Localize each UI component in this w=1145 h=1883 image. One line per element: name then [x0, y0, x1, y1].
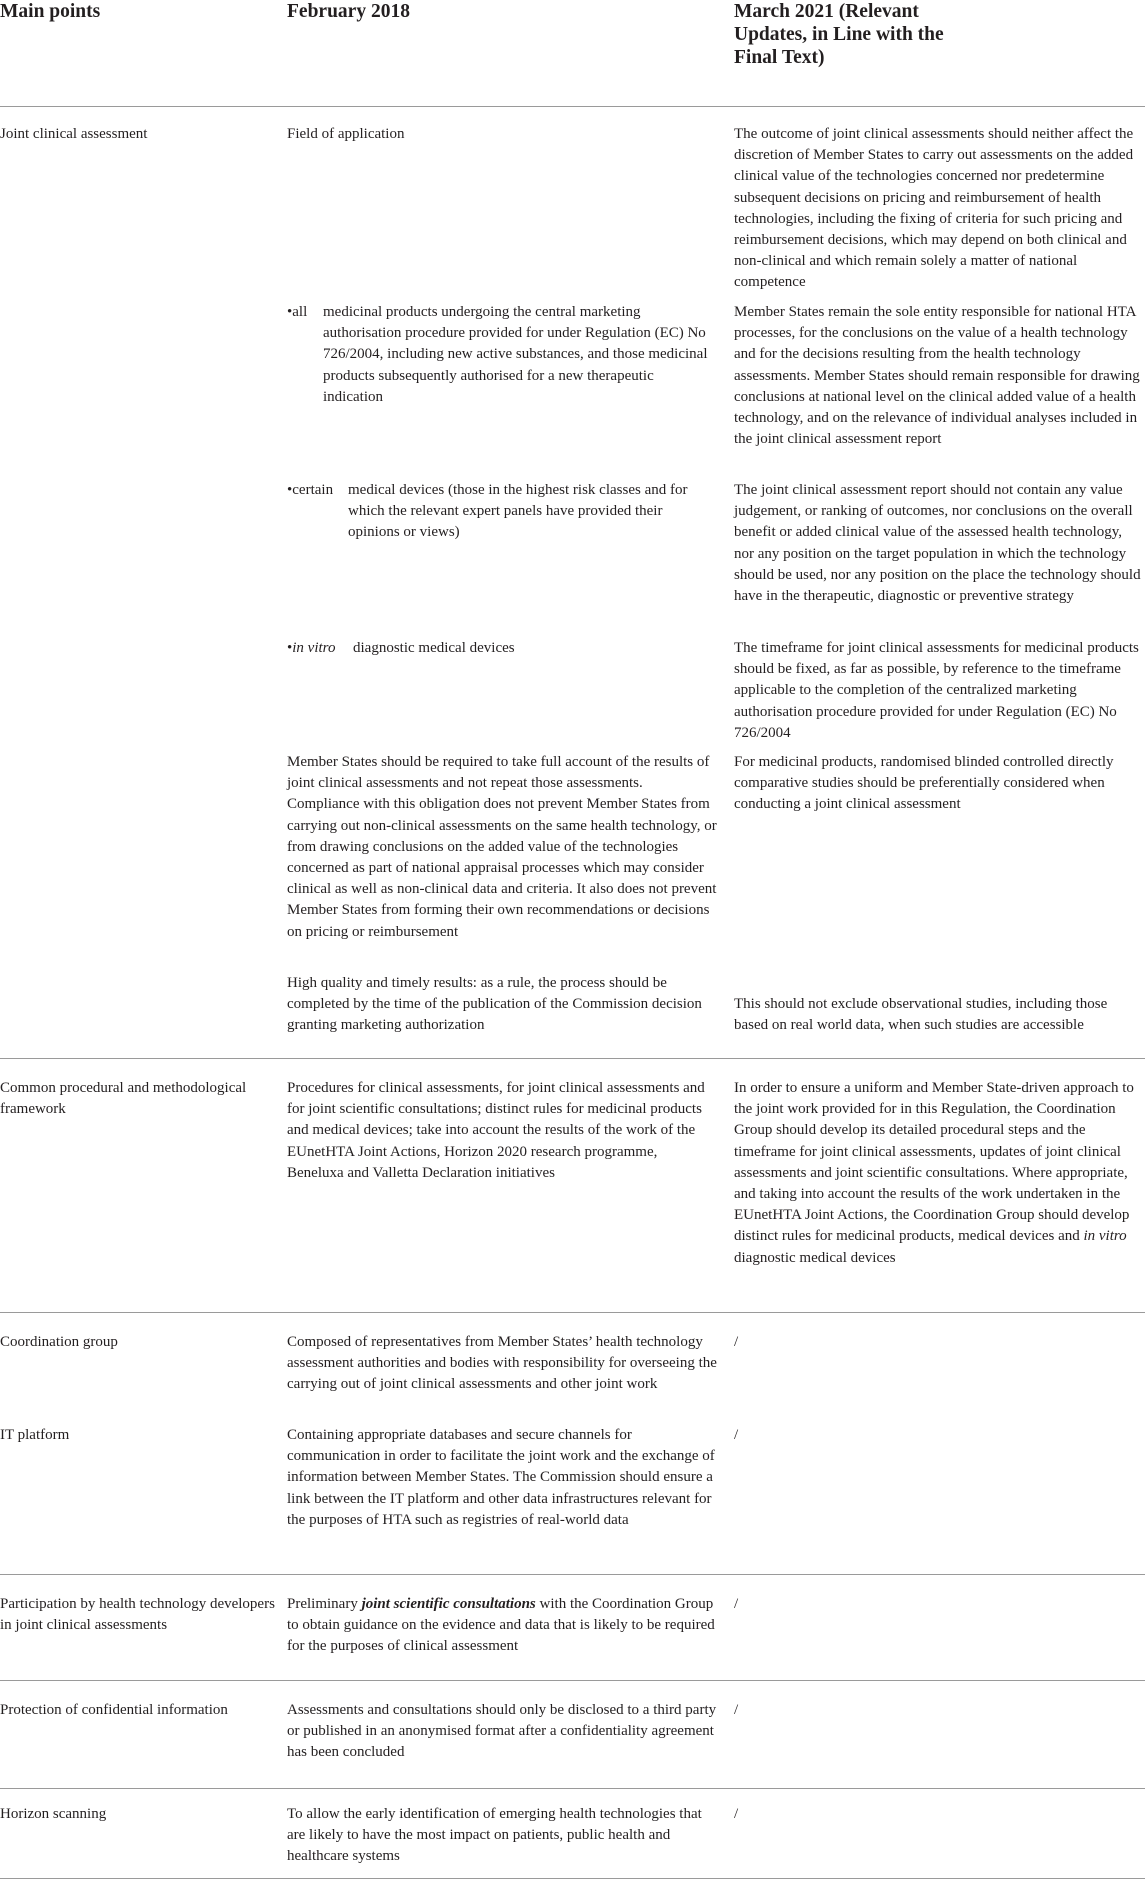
- field-of-application: Field of application: [287, 126, 405, 142]
- bullet-medicinal-products: [287, 302, 717, 408]
- march-coordination-group: /: [734, 1334, 739, 1350]
- march-confidential: /: [734, 1702, 739, 1718]
- header-main-points: Main points: [0, 1, 101, 22]
- february-jca-timely-results: High quality and timely results: as a rule, the process should be completed by the time of the publication of the Commission decision granting marketing authorization: [287, 975, 702, 1034]
- row-label-participation: Participation by health technology developers in joint clinical assessments: [0, 1596, 275, 1634]
- row-rule: [0, 1058, 1145, 1059]
- march-horizon-scanning: /: [734, 1806, 739, 1822]
- bullet-text: diagnostic medical devices: [353, 640, 515, 656]
- bullet-text: medicinal products undergoing the central marketing authorisation procedure provided for under Regulation (EC) No 726/2004, including new active substances, and those medicinal products subsequently authorised for a new therapeutic indication: [323, 304, 708, 405]
- march-it-platform: /: [734, 1427, 739, 1443]
- february-participation: Preliminary joint scientific consultations with the Coordination Group to obtain guidance on the evidence and data that is likely to be required for the purposes of clinical assessment: [287, 1596, 715, 1655]
- bottom-rule: [0, 1878, 1145, 1879]
- row-rule: [0, 1680, 1145, 1681]
- bullet-lead: •all: [287, 304, 308, 320]
- february-coordination-group: Composed of representatives from Member States’ health technology assessment authorities and bodies with responsibility for overseeing the carrying out of joint clinical assessments and other joint work: [287, 1334, 717, 1393]
- row-rule: [0, 1574, 1145, 1575]
- february-framework: Procedures for clinical assessments, for joint clinical assessments and for joint scientific consultations; distinct rules for medicinal products and medical devices; take into account the results of the work of the EUnetHTA Joint Actions, Horizon 2020 research programme, Beneluxa and Valletta Declaration initiatives: [287, 1080, 705, 1181]
- march-jca-report: The joint clinical assessment report should not contain any value judgement, or ranking of outcomes, nor conclusions on the overall benefit or added clinical value of the assessed health technology, nor any position on the target population in which the technology should be used, nor any position on the place the technology should have in the therapeutic, diagnostic or preventive strategy: [734, 482, 1141, 605]
- bullet-in-vitro: [287, 638, 717, 659]
- february-confidential: Assessments and consultations should only be disclosed to a third party or published in an anonymised format after a confidentiality agreement has been concluded: [287, 1702, 717, 1761]
- row-label-framework: Common procedural and methodological framework: [0, 1080, 247, 1118]
- february-jca-full-account: Member States should be required to take full account of the results of joint clinical assessments and not repeat those assessments. Compliance with this obligation does not prevent Member States from carrying out non-clinical assessments on the same health technology, or from drawing conclusions on the added value of the technologies concerned as part of national appraisal processes which may consider clinical as well as non-clinical data and criteria. It also does not prevent Member States from forming their own recommendations or decisions on pricing or reimbursement: [287, 754, 717, 940]
- february-horizon-scanning: To allow the early identification of emerging health technologies that are likely to have the most impact on patients, public health and healthcare systems: [287, 1806, 702, 1865]
- march-framework: In order to ensure a uniform and Member State-driven approach to the joint work provided for in this Regulation, the Coordination Group should develop its detailed procedural steps and the timeframe for joint clinical assessments, updates of joint clinical assessments and joint scientific consultations. Where appropriate, and taking into account the results of the work undertaken in the EUnetHTA Joint Actions, the Coordination Group should develop distinct rules for medicinal products, medical devices and in vitro diagnostic medical devices: [734, 1080, 1134, 1266]
- row-label-horizon-scanning: Horizon scanning: [0, 1806, 107, 1822]
- header-march-2021: March 2021 (Relevant Updates, in Line with the Final Text): [734, 1, 944, 69]
- row-label-coordination-group: Coordination group: [0, 1334, 118, 1350]
- february-it-platform: Containing appropriate databases and secure channels for communication in order to facilitate the joint work and the exchange of information between Member States. The Commission should ensure a link between the IT platform and other data infrastructures relevant for the purposes of HTA such as registries of real-world data: [287, 1427, 715, 1528]
- march-jca-timeframe: The timeframe for joint clinical assessments for medicinal products should be fixed, as far as possible, by reference to the timeframe applicable to the completion of the centralized marketing authorisation procedure provided for under Regulation (EC) No 726/2004: [734, 640, 1139, 741]
- march-jca-outcome: The outcome of joint clinical assessments should neither affect the discretion of Member States to carry out assessments on the added clinical value of the technologies concerned nor predetermine subsequent decisions on pricing and reimbursement of health technologies, including the fixing of criteria for such pricing and reimbursement decisions, which may depend on both clinical and non-clinical and which remain solely a matter of national competence: [734, 126, 1134, 291]
- march-jca-observational-studies: This should not exclude observational studies, including those based on real world data, when such studies are accessible: [734, 996, 1108, 1034]
- row-rule: [0, 1788, 1145, 1789]
- row-label-confidential: Protection of confidential information: [0, 1702, 228, 1718]
- bullet-medical-devices: [287, 480, 717, 544]
- row-label-it-platform: IT platform: [0, 1427, 70, 1443]
- march-jca-member-states: Member States remain the sole entity responsible for national HTA processes, for the conclusions on the value of a health technology and for the decisions resulting from the health technology assessments. Member States should remain responsible for drawing conclusions at national level on the clinical added value of a health technology, and on the relevance of individual analyses included in the joint clinical assessment report: [734, 304, 1140, 448]
- bullet-text: medical devices (those in the highest risk classes and for which the relevant expert panels have provided their opinions or views): [348, 482, 688, 541]
- bullet-lead: •certain: [287, 482, 334, 498]
- bullet-lead: •in vitro: [287, 640, 336, 656]
- header-rule: [0, 106, 1145, 107]
- row-rule: [0, 1312, 1145, 1313]
- march-participation: /: [734, 1596, 739, 1612]
- march-jca-randomised-studies: For medicinal products, randomised blinded controlled directly comparative studies should be preferentially considered when conducting a joint clinical assessment: [734, 754, 1114, 813]
- row-label-joint-clinical-assessment: Joint clinical assessment: [0, 126, 148, 142]
- header-february-2018: February 2018: [287, 1, 410, 22]
